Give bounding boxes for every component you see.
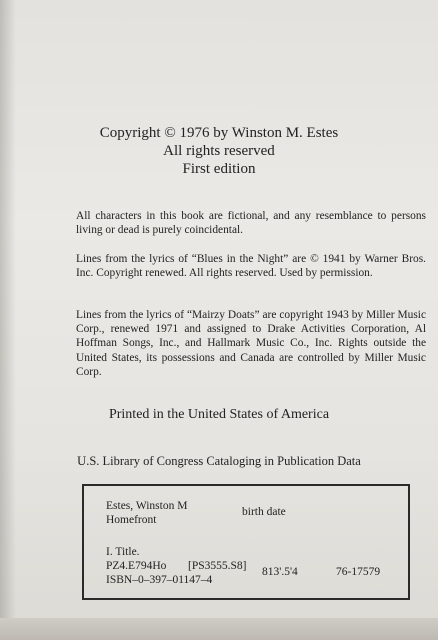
card-lc-number: [PS3555.S8] — [188, 560, 247, 572]
rights-line: All rights reserved — [163, 143, 275, 159]
edition-line: First edition — [182, 161, 256, 177]
card-title: Homefront — [106, 514, 157, 526]
page-gutter-shadow — [0, 0, 16, 640]
lyrics-credit-mairzy: Lines from the lyrics of “Mairzy Doats” are copyright 1943 by Miller Music Corp., renewed 1971 and assigned to Drake Activities Corporation, Al Hoffman Songs, Inc., and Hallmark Music Co., Inc. Rights outside the United States, its possessions and Canada are controlled by Miller Music Corp. — [76, 309, 426, 378]
page-bottom-edge — [0, 618, 438, 640]
card-dewey: 813'.5'4 — [262, 566, 298, 578]
fiction-disclaimer: All characters in this book are fictional, and any resemblance to persons living or dead is purely coincidental. — [76, 210, 426, 237]
card-call-number: PZ4.E794Ho — [106, 560, 167, 572]
catalog-card — [82, 484, 410, 600]
card-isbn: ISBN–0–397–01147–4 — [106, 574, 213, 586]
copyright-block — [0, 124, 438, 178]
printed-in-line: Printed in the United States of America — [108, 407, 330, 422]
card-number: 76-17579 — [336, 566, 381, 578]
card-subject: I. Title. — [106, 546, 140, 558]
card-birth-date: birth date — [242, 506, 286, 518]
copyright-line: Copyright © 1976 by Winston M. Estes — [99, 125, 339, 141]
cataloging-heading: U.S. Library of Congress Cataloging in Publication Data — [77, 454, 361, 468]
lyrics-credit-blues: Lines from the lyrics of “Blues in the Night” are © 1941 by Warner Bros. Inc. Copyright renewed. All rights reserved. Used by permission. — [76, 253, 426, 280]
card-author: Estes, Winston M — [106, 500, 188, 512]
